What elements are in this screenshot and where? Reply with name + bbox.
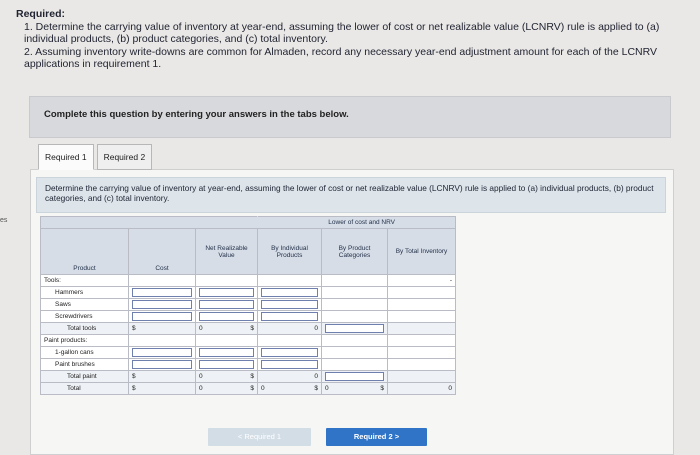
total-inventory-cell xyxy=(388,311,456,323)
table-row xyxy=(41,311,456,323)
dash-mark: - xyxy=(449,277,452,284)
table-row xyxy=(41,383,456,395)
cost-total-tools: $ xyxy=(129,323,196,335)
individual-input-hammers[interactable] xyxy=(258,287,322,299)
cost-input-screwdrivers[interactable] xyxy=(129,311,196,323)
individual-cell xyxy=(258,335,322,347)
individual-grand-total: 0 $ xyxy=(258,383,322,395)
row-label-paint-brushes: Paint brushes xyxy=(41,359,129,371)
tab-required-2[interactable]: Required 2 xyxy=(97,144,153,170)
nrv-input-screwdrivers[interactable] xyxy=(196,311,258,323)
row-label-total-paint: Total paint xyxy=(41,371,129,383)
instruction-text: Complete this question by entering your answers in the tabs below. xyxy=(44,109,349,120)
table-row xyxy=(41,371,456,383)
header-spacer xyxy=(41,217,258,229)
cost-total-paint: $ xyxy=(129,371,196,383)
requirement-2-text: 2. Assuming inventory write-downs are common for Almaden, record any necessary year-end adjustment amount for each of the LCNRV applications in requirement 1. xyxy=(24,45,658,70)
category-grand-total: 0 $ xyxy=(322,383,388,395)
individual-cell xyxy=(258,275,322,287)
table-row xyxy=(41,335,456,347)
nrv-cell xyxy=(196,275,258,287)
prev-required-button[interactable]: < Required 1 xyxy=(208,428,311,446)
individual-input-screwdrivers[interactable] xyxy=(258,311,322,323)
row-label-total: Total xyxy=(41,383,129,395)
nrv-input-paint-brushes[interactable] xyxy=(196,359,258,371)
cost-input-saws[interactable] xyxy=(129,299,196,311)
nrv-grand-total: 0 $ xyxy=(196,383,258,395)
category-cell xyxy=(322,347,388,359)
total-inventory-cell xyxy=(388,371,456,383)
category-input-tools[interactable] xyxy=(322,323,388,335)
nrv-input-hammers[interactable] xyxy=(196,287,258,299)
table-row xyxy=(41,347,456,359)
next-required-button[interactable]: Required 2 > xyxy=(326,428,427,446)
nrv-total-tools: 0 $ xyxy=(196,323,258,335)
cost-grand-total: $ xyxy=(129,383,196,395)
inventory-table xyxy=(40,216,456,395)
nrv-input-saws[interactable] xyxy=(196,299,258,311)
category-cell xyxy=(322,299,388,311)
row-label-tools: Tools: xyxy=(41,275,129,287)
header-nrv: Net Realizable Value xyxy=(196,229,258,275)
table-row xyxy=(41,323,456,335)
table-row xyxy=(41,287,456,299)
side-stub-text: es xyxy=(0,217,8,224)
header-product-categories: By Product Categories xyxy=(322,229,388,275)
row-label-hammers: Hammers xyxy=(41,287,129,299)
header-individual-products: By Individual Products xyxy=(258,229,322,275)
total-inventory-cell xyxy=(388,359,456,371)
individual-total-tools: 0 xyxy=(258,323,322,335)
category-cell xyxy=(322,335,388,347)
requirement-1-text: 1. Determine the carrying value of inventory at year-end, assuming the lower of cost or net realizable value (LCNRV) rule is applied to (a) individual products, (b) product categories, and (c) total inventory. xyxy=(24,20,660,45)
cost-input-gallon-cans[interactable] xyxy=(129,347,196,359)
header-total-inventory: By Total Inventory xyxy=(388,229,456,275)
individual-input-saws[interactable] xyxy=(258,299,322,311)
row-label-paint-products: Paint products: xyxy=(41,335,129,347)
total-inventory-cell xyxy=(388,335,456,347)
cost-input-hammers[interactable] xyxy=(129,287,196,299)
requirements-block xyxy=(16,8,686,71)
category-cell xyxy=(322,311,388,323)
table-row xyxy=(41,359,456,371)
requirement-tabs xyxy=(38,144,152,170)
individual-input-gallon-cans[interactable] xyxy=(258,347,322,359)
category-cell xyxy=(322,275,388,287)
row-label-saws: Saws xyxy=(41,299,129,311)
row-label-total-tools: Total tools xyxy=(41,323,129,335)
nrv-cell xyxy=(196,335,258,347)
category-cell xyxy=(322,359,388,371)
category-input-paint[interactable] xyxy=(322,371,388,383)
total-inventory-grand-total: 0 xyxy=(388,383,456,395)
category-cell xyxy=(322,287,388,299)
cost-cell xyxy=(129,275,196,287)
cost-cell xyxy=(129,335,196,347)
total-inventory-cell xyxy=(388,299,456,311)
total-inventory-cell xyxy=(388,287,456,299)
header-lower-of-cost-nrv: Lower of cost and NRV xyxy=(258,217,456,229)
tab-required-1[interactable]: Required 1 xyxy=(38,144,94,170)
row-label-gallon-cans: 1-gallon cans xyxy=(41,347,129,359)
total-inventory-cell xyxy=(388,275,456,287)
total-inventory-cell xyxy=(388,323,456,335)
individual-input-paint-brushes[interactable] xyxy=(258,359,322,371)
nrv-input-gallon-cans[interactable] xyxy=(196,347,258,359)
question-text: Determine the carrying value of inventory at year-end, assuming the lower of cost or net realizable value (LCNRV) rule is applied to (a) individual products, (b) product categories, and (c) total inventory. xyxy=(36,177,666,213)
header-product: Product xyxy=(41,229,129,275)
table-row xyxy=(41,275,456,287)
nrv-total-paint: 0 $ xyxy=(196,371,258,383)
cost-input-paint-brushes[interactable] xyxy=(129,359,196,371)
individual-total-paint: 0 xyxy=(258,371,322,383)
table-row xyxy=(41,299,456,311)
total-inventory-cell xyxy=(388,347,456,359)
row-label-screwdrivers: Screwdrivers xyxy=(41,311,129,323)
header-cost: Cost xyxy=(129,229,196,275)
instruction-bar xyxy=(29,96,671,138)
requirements-title: Required: xyxy=(16,8,66,20)
